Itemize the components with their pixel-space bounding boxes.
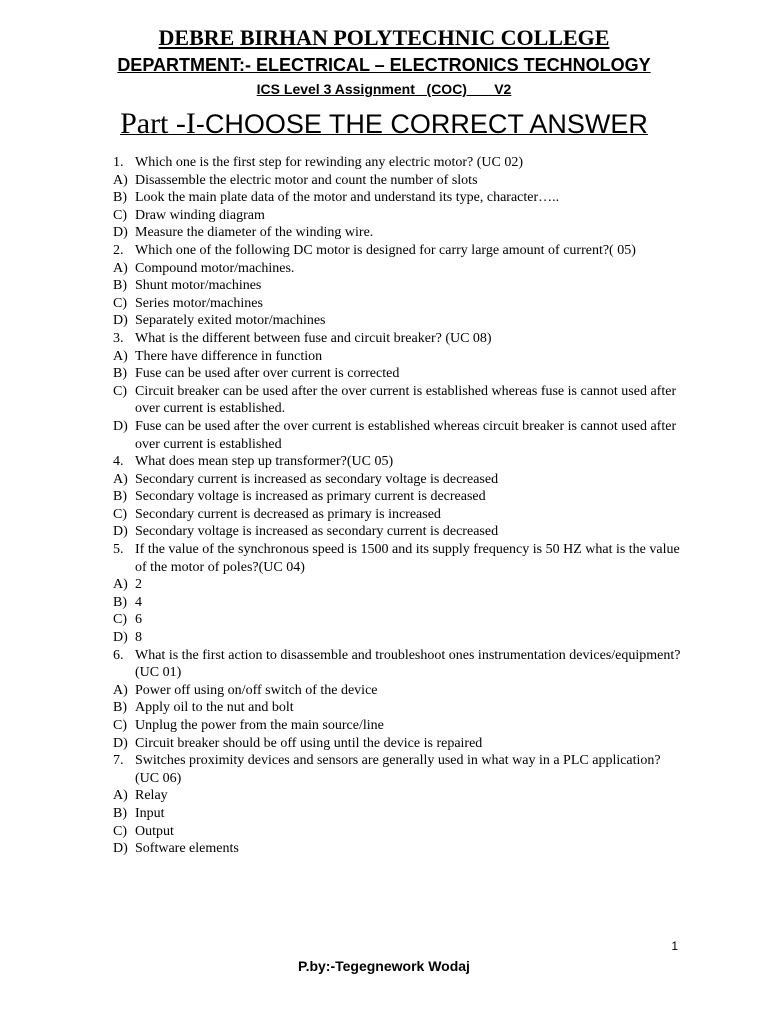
answer-option [113, 805, 683, 823]
answer-option [113, 348, 683, 366]
option-text: Secondary current is decreased as primary is increased [135, 506, 441, 522]
answer-option [113, 418, 683, 453]
answer-option [113, 471, 683, 489]
option-text: Output [135, 823, 174, 839]
document-header [0, 24, 768, 149]
answer-option [113, 594, 683, 612]
answer-option [113, 506, 683, 524]
option-label: A) [113, 682, 128, 698]
option-text: Secondary voltage is increased as primary current is decreased [135, 489, 486, 505]
option-label: B) [113, 366, 127, 382]
question-text: What does mean step up transformer?(UC 05) [135, 454, 394, 470]
option-label: C) [113, 207, 127, 223]
answer-option [113, 172, 683, 190]
option-label: D) [113, 735, 128, 751]
option-text: 2 [135, 577, 142, 593]
option-label: D) [113, 524, 128, 540]
answer-option [113, 787, 683, 805]
question-text: What is the first action to disassemble and troubleshoot ones instrumentation devices/equipment?(UC 01) [135, 647, 681, 681]
question-text: Switches proximity devices and sensors are generally used in what way in a PLC application?(UC 06) [135, 753, 661, 786]
assignment-title: ICS Level 3 Assignment (COC) V2 [256, 81, 512, 97]
option-text: Compound motor/machines. [135, 260, 295, 276]
option-text: Series motor/machines [135, 295, 263, 311]
college-title: DEBRE BIRHAN POLYTECHNIC COLLEGE [158, 25, 610, 50]
answer-option [113, 224, 683, 242]
option-label: A) [113, 788, 128, 804]
footer-author: P.by:-Tegegnework Wodaj [298, 958, 470, 974]
part-prefix: Part -I [120, 107, 196, 140]
option-label: A) [113, 577, 128, 593]
option-text: Apply oil to the nut and bolt [135, 700, 294, 716]
option-label: C) [113, 506, 127, 522]
question-number: 2. [113, 242, 124, 258]
option-label: B) [113, 278, 127, 294]
option-text: Secondary current is increased as secondary voltage is decreased [135, 471, 499, 487]
answer-option [113, 735, 683, 753]
option-text: Disassemble the electric motor and count the number of slots [135, 172, 478, 188]
answer-option [113, 312, 683, 330]
answer-option [113, 629, 683, 647]
answer-option [113, 207, 683, 225]
option-label: A) [113, 348, 128, 364]
option-text: Shunt motor/machines [135, 278, 262, 294]
option-label: A) [113, 260, 128, 276]
question [113, 242, 683, 260]
option-text: There have difference in function [135, 348, 323, 364]
option-text: Relay [135, 788, 168, 804]
option-label: C) [113, 823, 127, 839]
question-number: 7. [113, 753, 124, 769]
answer-option [113, 189, 683, 207]
answer-option [113, 365, 683, 383]
option-label: C) [113, 718, 127, 733]
answer-option [113, 717, 683, 735]
option-text: Fuse can be used after over current is corrected [135, 366, 400, 382]
option-text: Input [135, 805, 165, 821]
question [113, 647, 683, 682]
answer-option [113, 699, 683, 717]
option-text: Fuse can be used after the over current is established whereas circuit breaker is cannot used after over current is established [135, 418, 677, 452]
question-text: What is the different between fuse and circuit breaker? (UC 08) [135, 330, 492, 346]
question [113, 154, 683, 172]
question [113, 541, 683, 576]
option-label: C) [113, 612, 127, 628]
question-number: 6. [113, 647, 124, 663]
department-title: DEPARTMENT:- ELECTRICAL – ELECTRONICS TECHNOLOGY [117, 55, 651, 75]
question [113, 752, 683, 787]
option-text: Software elements [135, 841, 239, 857]
answer-option [113, 611, 683, 629]
answer-option [113, 576, 683, 594]
answer-option [113, 523, 683, 541]
answer-option [113, 840, 683, 858]
question [113, 453, 683, 471]
answer-option [113, 295, 683, 313]
option-label: B) [113, 190, 127, 206]
question [113, 330, 683, 348]
question-number: 5. [113, 542, 124, 558]
option-label: B) [113, 805, 127, 821]
question-text: If the value of the synchronous speed is 1500 and its supply frequency is 50 HZ what is the value of the motor of poles?(UC 04) [135, 542, 680, 575]
option-label: D) [113, 630, 128, 646]
option-label: D) [113, 418, 128, 434]
question-number: 3. [113, 330, 124, 346]
option-text: Power off using on/off switch of the device [135, 682, 378, 698]
option-text: Circuit breaker can be used after the over current is established whereas fuse is cannot used after over current is established. [135, 383, 677, 417]
option-text: 6 [135, 612, 142, 628]
answer-option [113, 682, 683, 700]
answer-option [113, 383, 683, 418]
option-text: Draw winding diagram [135, 207, 265, 223]
option-label: A) [113, 471, 128, 487]
question-number: 4. [113, 454, 124, 470]
option-label: C) [113, 383, 127, 399]
option-label: C) [113, 295, 127, 311]
option-text: Measure the diameter of the winding wire. [135, 225, 374, 241]
option-text: Circuit breaker should be off using until the device is repaired [135, 735, 483, 751]
part-title: -CHOOSE THE CORRECT ANSWER [195, 109, 648, 139]
option-text: Look the main plate data of the motor and understand its type, character….. [135, 190, 560, 206]
page-number: 1 [671, 939, 678, 953]
option-text: Secondary voltage is increased as secondary current is decreased [135, 524, 499, 540]
option-label: B) [113, 489, 127, 505]
option-text: 4 [135, 594, 142, 610]
option-label: D) [113, 841, 128, 857]
question-text: Which one of the following DC motor is designed for carry large amount of current?( 05) [135, 242, 636, 258]
part-heading [0, 104, 768, 149]
option-label: D) [113, 313, 128, 329]
question-text: Which one is the first step for rewinding any electric motor? (UC 02) [135, 155, 523, 170]
option-text: Unplug the power from the main source/line [135, 718, 384, 733]
answer-option [113, 488, 683, 506]
answer-option [113, 277, 683, 295]
option-label: B) [113, 700, 127, 716]
option-label: B) [113, 594, 127, 610]
option-text: Separately exited motor/machines [135, 313, 326, 329]
question-list [113, 154, 683, 858]
answer-option [113, 823, 683, 841]
question-number: 1. [113, 155, 124, 170]
option-text: 8 [135, 630, 142, 646]
option-label: D) [113, 225, 128, 241]
option-label: A) [113, 172, 128, 188]
answer-option [113, 260, 683, 278]
